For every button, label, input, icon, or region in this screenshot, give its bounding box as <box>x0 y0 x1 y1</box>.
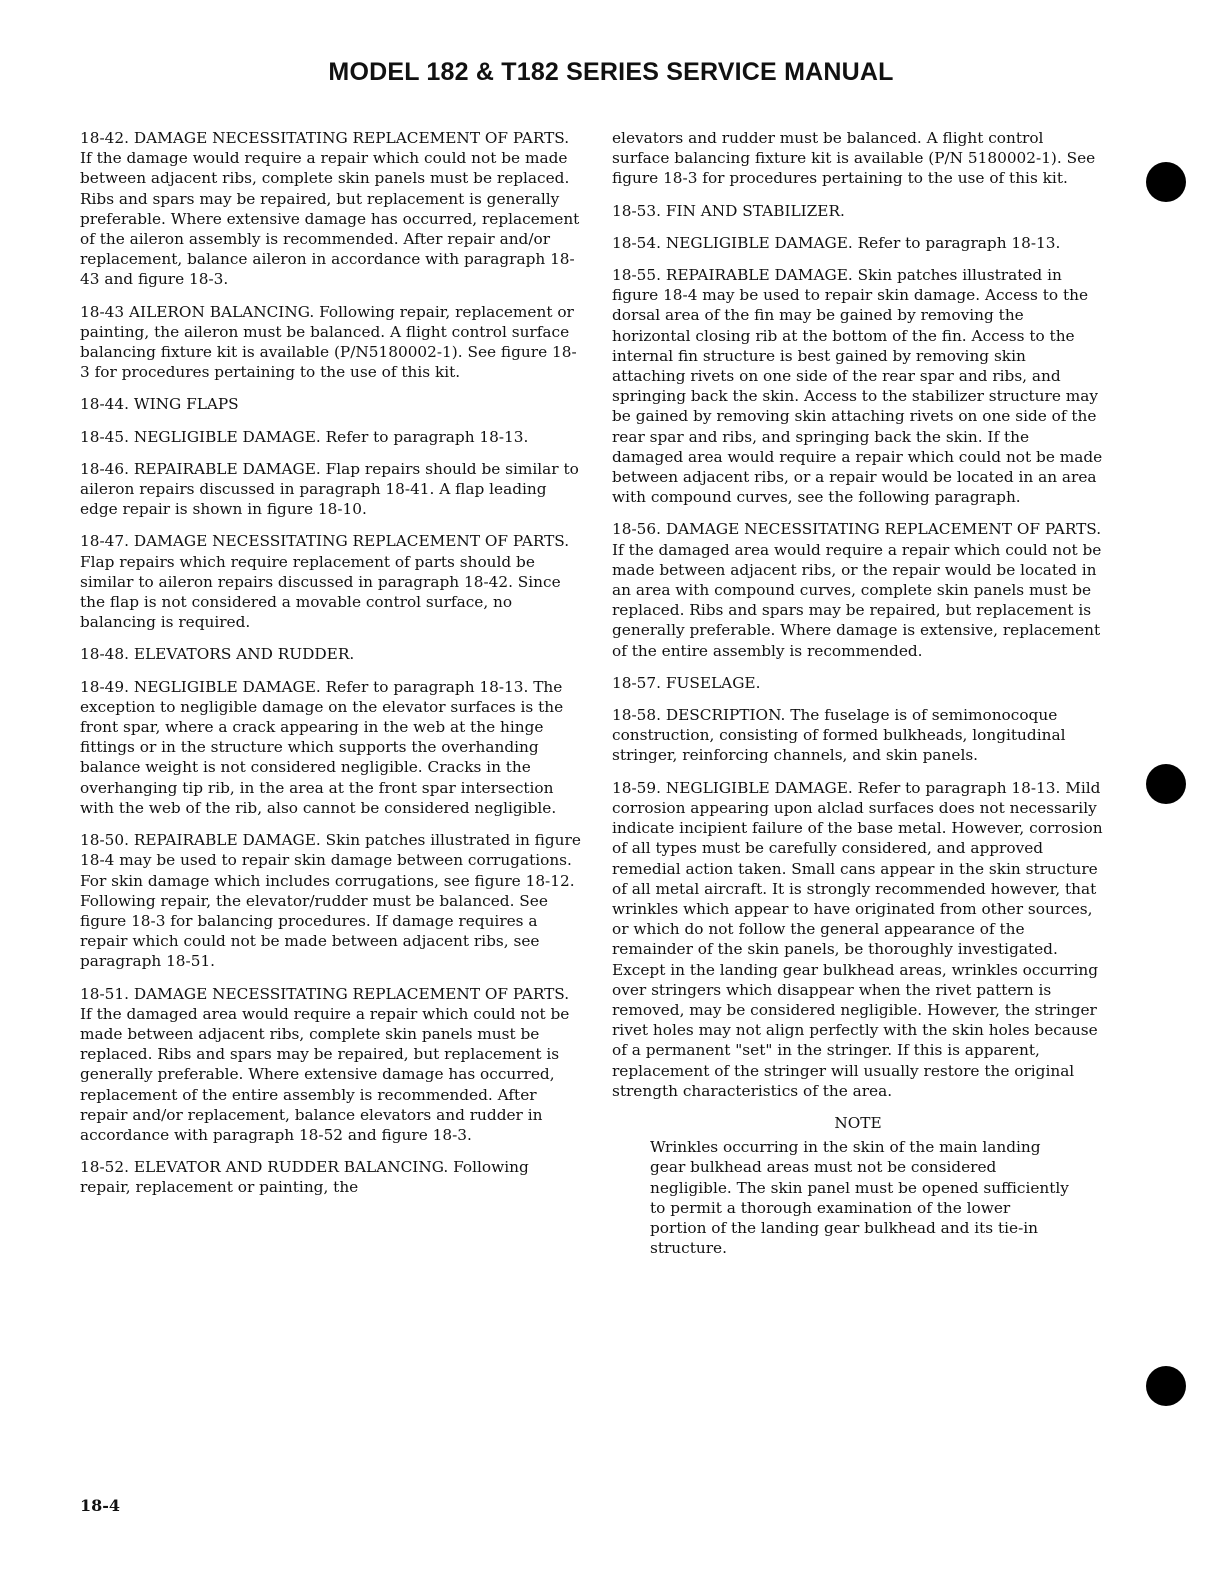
paragraph-body: If the damaged area would require a repair which could not be made between adjacent ribs, or the repair would be located in an area with compound curves, complete skin panels must be replaced. Ribs and spars may be repaired, but replacement is generally preferable. Where damage is extensive, replacement of the entire assembly is recommended. <box>612 540 1102 660</box>
paragraph-18-57 <box>612 673 1104 693</box>
paragraph-18-48 <box>80 644 584 664</box>
page-number: 18-4 <box>80 1496 121 1515</box>
paragraph-body: Refer to paragraph 18-13. Mild corrosion appearing upon alclad surfaces does not necessarily indicate incipient failure of the base metal. However, corrosion of all types must be carefully considered, and approved remedial action taken. Small cans appear in the skin structure of all metal aircraft. It is strongly recommended however, that wrinkles which appear to have originated from other sources, or which do not follow the general appearance of the remainder of the skin panels, be thoroughly investigated. Except in the landing gear bulkhead areas, wrinkles occurring over stringers which disappear when the rivet pattern is removed, may be considered negligible. However, the stringer rivet holes may not align perfectly with the skin holes because of a permanent "set" in the stringer. If this is apparent, replacement of the stringer will usually restore the original strength characteristics of the area. <box>612 778 1103 1100</box>
paragraph-heading: DAMAGE NECESSITATING REPLACEMENT OF PARTS. <box>665 520 1102 539</box>
paragraph-18-47 <box>80 531 584 632</box>
paragraph-heading: REPAIRABLE DAMAGE. <box>133 459 321 478</box>
paragraph-number: 18-46. <box>80 459 129 478</box>
paragraph-heading: FUSELAGE. <box>665 673 761 692</box>
paragraph-heading: NEGLIGIBLE DAMAGE. <box>133 677 321 696</box>
paragraph-body: Following repair, replacement or painting, the aileron must be balanced. A flight control surface balancing fixture kit is available (P/N5180002-1). See figure 18-3 for procedures pertaining to the use of this kit. <box>80 302 577 382</box>
page-title: MODEL 182 & T182 SERIES SERVICE MANUAL <box>328 58 894 86</box>
paragraph-heading: NEGLIGIBLE DAMAGE. <box>665 233 853 252</box>
paragraph-number: 18-50. <box>80 831 129 850</box>
right-column <box>612 128 1104 1258</box>
paragraph-heading: REPAIRABLE DAMAGE. <box>665 266 853 285</box>
paragraph-heading: DAMAGE NECESSITATING REPLACEMENT OF PARTS. <box>133 984 570 1003</box>
paragraph-body: Skin patches illustrated in figure 18-4 may be used to repair skin damage. Access to the dorsal area of the fin may be gained by removing the horizontal closing rib at the bottom of the fin. Access to the internal fin structure is best gained by removing skin attaching rivets on one side of the rear spar and ribs, and springing back the skin. Access to the stabilizer structure may be gained by removing skin attaching rivets on one side of the rear spar and ribs, and springing back the skin. If the damaged area would require a repair which could not be made between adjacent ribs, or a repair would be located in an area with compound curves, see the following paragraph. <box>612 266 1103 507</box>
paragraph-heading: NEGLIGIBLE DAMAGE. <box>133 427 321 446</box>
binder-hole-icon <box>1146 1366 1186 1406</box>
paragraph-number: 18-45. <box>80 427 129 446</box>
paragraph-number: 18-48. <box>80 645 129 664</box>
paragraph-body: Following repair, replacement or painting, the <box>80 1158 529 1197</box>
paragraph-number: 18-42. <box>80 129 129 147</box>
paragraph-heading: ELEVATOR AND RUDDER BALANCING. <box>133 1158 449 1177</box>
paragraph-number: 18-56. <box>612 520 661 539</box>
paragraph-18-45 <box>80 427 584 447</box>
paragraph-heading: DESCRIPTION. <box>665 706 786 725</box>
paragraph-body: Flap repairs which require replacement of parts should be similar to aileron repairs discussed in paragraph 18-42. Since the flap is not considered a movable control surface, no balancing is required. <box>80 552 561 632</box>
paragraph-body: If the damaged area would require a repair which could not be made between adjacent ribs, complete skin panels must be replaced. Ribs and spars may be repaired, but replacement is generally preferable. Where extensive damage has occurred, replacement of the entire assembly is recommended. After repair and/or replacement, balance elevators and rudder in accordance with paragraph 18-52 and figure 18-3. <box>80 1004 570 1144</box>
note-title: NOTE <box>834 1113 882 1132</box>
paragraph-number: 18-51. <box>80 984 129 1003</box>
note-body: Wrinkles occurring in the skin of the main landing gear bulkhead areas must not be considered negligible. The skin panel must be opened sufficiently to permit a thorough examination of the lower portion of the landing gear bulkhead and its tie-in structure. <box>650 1138 1069 1258</box>
paragraph-heading: NEGLIGIBLE DAMAGE. <box>665 778 853 797</box>
paragraph-number: 18-44. <box>80 395 129 414</box>
paragraph-body: The fuselage is of semimonocoque construction, consisting of formed bulkheads, longitudinal stringer, reinforcing channels, and skin panels. <box>612 706 1066 765</box>
paragraph-heading: AILERON BALANCING. <box>128 302 315 321</box>
left-column <box>80 128 584 1210</box>
paragraph-heading: DAMAGE NECESSITATING REPLACEMENT OF PARTS. <box>133 129 570 147</box>
paragraph-18-52 <box>80 1157 584 1197</box>
paragraph-18-56 <box>612 519 1104 660</box>
paragraph-18-59 <box>612 778 1104 1101</box>
binder-hole-icon <box>1146 162 1186 202</box>
paragraph-number: 18-52. <box>80 1158 129 1177</box>
paragraph-body: Skin patches illustrated in figure 18-4 may be used to repair skin damage between corrugations. For skin damage which includes corrugations, see figure 18-12. Following repair, the elevator/rudder must be balanced. See figure 18-3 for balancing procedures. If damage requires a repair which could not be made between adjacent ribs, see paragraph 18-51. <box>80 831 581 971</box>
paragraph-number: 18-57. <box>612 673 661 692</box>
paragraph-18-55 <box>612 265 1104 507</box>
paragraph-number: 18-58. <box>612 706 661 725</box>
paragraph-18-42 <box>80 128 584 290</box>
paragraph-number: 18-55. <box>612 266 661 285</box>
paragraph-number: 18-54. <box>612 233 661 252</box>
paragraph-heading: WING FLAPS <box>133 395 239 414</box>
paragraph-body: Flap repairs should be similar to aileron repairs discussed in paragraph 18-41. A flap leading edge repair is shown in figure 18-10. <box>80 459 579 519</box>
paragraph-18-51 <box>80 984 584 1146</box>
paragraph-18-58 <box>612 705 1104 766</box>
paragraph-18-43 <box>80 302 584 383</box>
paragraph-heading: FIN AND STABILIZER. <box>665 201 845 220</box>
paragraph-18-46 <box>80 459 584 520</box>
paragraph-number: 18-59. <box>612 778 661 797</box>
paragraph-18-44 <box>80 394 584 414</box>
paragraph-number: 18-47. <box>80 532 129 551</box>
paragraph-body: Refer to paragraph 18-13. The exception to negligible damage on the elevator surfaces is the front spar, where a crack appearing in the web at the hinge fittings or in the structure which supports the overhanding balance weight is not considered negligible. Cracks in the overhanging tip rib, in the area at the front spar intersection with the web of the rib, also cannot be considered negligible. <box>80 677 564 817</box>
paragraph-18-52-continued <box>612 128 1104 189</box>
paragraph-number: 18-43 <box>80 302 125 321</box>
paragraph-18-53 <box>612 201 1104 221</box>
paragraph-heading: DAMAGE NECESSITATING REPLACEMENT OF PARTS. <box>133 532 570 551</box>
binder-hole-icon <box>1146 764 1186 804</box>
paragraph-number: 18-49. <box>80 677 129 696</box>
paragraph-heading: ELEVATORS AND RUDDER. <box>133 645 355 664</box>
paragraph-18-49 <box>80 677 584 818</box>
paragraph-body: Refer to paragraph 18-13. <box>325 427 529 446</box>
paragraph-heading: REPAIRABLE DAMAGE. <box>133 831 321 850</box>
paragraph-18-50 <box>80 830 584 971</box>
paragraph-body: elevators and rudder must be balanced. A flight control surface balancing fixture kit is available (P/N 5180002-1). See figure 18-3 for procedures pertaining to the use of this kit. <box>612 129 1096 188</box>
paragraph-number: 18-53. <box>612 201 661 220</box>
paragraph-18-54 <box>612 233 1104 253</box>
paragraph-body: If the damage would require a repair which could not be made between adjacent ribs, complete skin panels must be replaced. Ribs and spars may be repaired, but replacement is generally preferable. Where extensive damage has occurred, replacement of the aileron assembly is recommended. After repair and/or replacement, balance aileron in accordance with paragraph 18-43 and figure 18-3. <box>80 149 580 289</box>
paragraph-body: Refer to paragraph 18-13. <box>857 233 1061 252</box>
